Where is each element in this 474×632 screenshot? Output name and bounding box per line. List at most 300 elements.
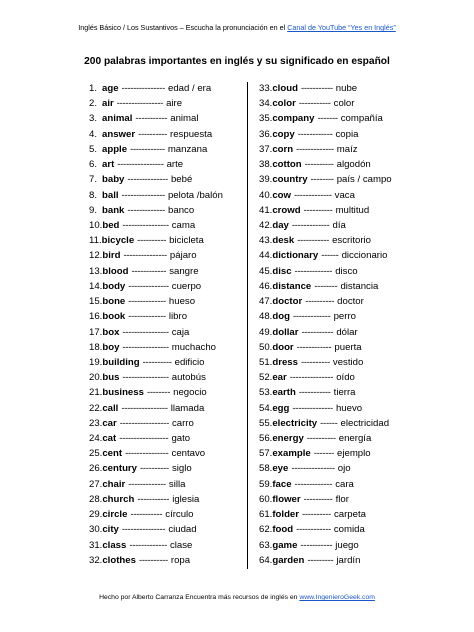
item-number: 4. [89,128,98,140]
vocab-item [89,370,223,385]
english-word: answer [102,128,136,140]
spanish-translation: juego [335,539,359,551]
english-word: ear [272,372,287,384]
item-number: 6. [89,159,98,171]
dash-leader: ------------ [296,524,331,536]
vocab-item [259,370,392,385]
item-number: 47. [259,296,273,308]
vocab-item [259,127,392,142]
item-number: 48. [259,311,273,323]
spanish-translation: electricidad [340,417,390,429]
english-word: cotton [272,159,302,171]
english-word: cat [102,433,117,445]
document-title: 200 palabras importantes en inglés y su significado en español [84,56,390,67]
english-word: color [272,98,296,110]
page-footer [0,594,474,601]
vocab-item [89,416,223,431]
page-header [0,23,474,32]
vocab-item [259,309,392,324]
english-word: art [102,159,115,171]
spanish-translation: nube [335,83,358,94]
vocab-item [89,157,223,172]
vocab-item [259,325,392,340]
spanish-translation: oído [336,372,355,384]
item-number: 27. [89,478,103,490]
vocab-item [259,172,392,187]
spanish-translation: muchacho [171,341,216,353]
item-number: 56. [259,433,273,445]
item-number: 32. [89,554,103,566]
dash-leader: -------- [310,174,334,186]
spanish-translation: ojo [337,463,351,475]
vocab-item [259,538,392,553]
item-number: 7. [89,174,98,186]
spanish-translation: flor [335,493,349,505]
english-word: dress [272,356,298,368]
spanish-translation: caja [171,326,190,338]
vocab-item [89,355,223,370]
english-word: chair [102,478,126,490]
dash-leader: ------------ [130,143,165,155]
item-number: 63. [259,539,273,551]
vocab-item [259,96,392,111]
vocab-item [259,431,392,446]
english-word: apple [102,143,128,155]
item-number: 36. [259,128,273,140]
spanish-translation: disco [335,265,358,277]
vocab-item [89,127,223,142]
dash-leader: ---------- [140,463,169,475]
spanish-translation: hueso [168,296,196,308]
dash-leader: ------- [313,448,335,460]
spanish-translation: pájaro [169,250,197,262]
dash-leader: -------- [314,280,338,292]
item-number: 17. [89,326,103,338]
dash-leader: ---------- [306,433,336,445]
dash-leader: --------------- [289,372,334,384]
spanish-translation: arte [166,159,184,171]
website-link[interactable]: www.IngenieroGeek.com [299,594,375,601]
vocab-item [89,401,223,416]
english-word: car [102,417,117,429]
spanish-translation: ropa [170,554,191,566]
dash-leader: ------ [321,250,339,262]
english-word: blood [102,265,129,277]
english-word: animal [102,113,133,125]
item-number: 20. [89,372,103,384]
vocab-item [259,492,392,507]
spanish-translation: ciudad [168,524,197,536]
vocab-item [259,446,392,461]
dash-leader: ---------------- [117,159,164,171]
english-word: corn [272,143,294,155]
vocab-item [259,248,392,263]
item-number: 12. [89,250,103,262]
spanish-translation: jardín [336,554,361,566]
item-number: 44. [259,250,273,262]
dash-leader: ------- [317,113,338,125]
vocab-item [259,188,392,203]
dash-leader: ------------ [131,265,167,277]
vocab-item [89,325,223,340]
english-word: building [102,356,140,368]
english-word: book [102,311,126,323]
english-word: bicycle [101,235,135,247]
english-word: ball [102,189,119,201]
vocab-item [89,294,223,309]
dash-leader: ------------- [128,311,166,323]
vocab-item [89,385,223,400]
dash-leader: ------------ [297,128,333,140]
dash-leader: ---------- [303,493,333,505]
english-word: air [102,98,114,110]
vocab-item [89,172,223,187]
dash-leader: --------------- [123,250,167,262]
spanish-translation: cama [171,219,196,231]
item-number: 34. [259,98,273,110]
dash-leader: -------------- [127,174,168,186]
dash-leader: ----------- [300,539,333,551]
vocab-item [259,461,392,476]
dash-leader: ----------- [298,98,331,110]
spanish-translation: vestido [332,356,364,368]
item-number: 38. [259,159,273,171]
dash-leader: ---------------- [122,372,169,384]
english-word: baby [102,174,125,186]
english-word: box [102,326,120,338]
english-word: distance [272,280,312,292]
vocab-item [89,218,223,233]
english-word: garden [272,554,305,566]
item-number: 58. [259,463,273,475]
item-number: 10. [89,219,103,231]
vocab-item [259,233,392,248]
item-number: 41. [259,204,273,216]
english-word: crowd [272,204,301,216]
spanish-translation: comida [333,524,365,536]
english-word: bus [102,372,120,384]
dash-leader: -------------- [128,280,169,292]
spanish-translation: edificio [174,356,205,368]
spanish-translation: multitud [335,204,370,216]
spanish-translation: cara [335,478,354,490]
dash-leader: ---------- [138,128,168,140]
vocab-item [259,142,392,157]
item-number: 62. [259,524,273,536]
vocab-item [259,416,392,431]
spanish-translation: centavo [171,448,206,460]
spanish-translation: ejemplo [337,448,371,460]
item-number: 16. [89,311,103,323]
spanish-translation: doctor [337,296,364,308]
vocab-item [259,294,392,309]
english-word: earth [272,387,296,399]
item-number: 35. [259,113,273,125]
spanish-translation: iglesia [172,493,200,505]
spanish-translation: país / campo [336,174,392,186]
vocab-item [89,340,223,355]
vocab-item [259,279,392,294]
english-word: boy [102,341,120,353]
item-number: 1. [89,83,98,94]
vocab-item [89,538,223,553]
english-word: class [102,539,127,551]
vocab-item [89,492,223,507]
item-number: 2. [89,98,98,110]
item-number: 26. [89,463,103,475]
dash-leader: -------------- [292,402,333,414]
dash-leader: ----------- [300,83,333,94]
item-number: 30. [89,524,103,536]
spanish-translation: algodón [336,159,371,171]
english-word: day [272,219,289,231]
spanish-translation: silla [168,478,186,490]
item-number: 51. [259,356,273,368]
dash-leader: ---------- [300,356,330,368]
english-word: circle [102,509,128,521]
vocab-item [89,446,223,461]
english-word: dog [272,311,290,323]
vocab-item [259,111,392,126]
vocab-item [89,188,223,203]
item-number: 18. [89,341,103,353]
english-word: door [272,341,294,353]
header-text: Inglés Básico / Los Sustantivos – Escucha la pronunciación en el [78,23,288,32]
vocab-item [89,96,223,111]
spanish-translation: libro [168,311,188,323]
dash-leader: ------------ [296,341,332,353]
dash-leader: ----------- [130,509,163,521]
english-word: folder [272,509,299,521]
english-word: company [272,113,315,125]
english-word: desk [272,235,295,247]
vocab-item [89,461,223,476]
dash-leader: --------------- [291,463,335,475]
item-number: 42. [259,219,273,231]
dash-leader: ----------------- [119,417,169,429]
dash-leader: ------------- [296,143,334,155]
vocab-item [259,157,392,172]
vocab-item [259,340,392,355]
english-word: copy [272,128,295,140]
vocab-item [89,522,223,537]
spanish-translation: negocio [173,387,207,399]
vocab-item [89,203,223,218]
dash-leader: ---------- [138,554,168,566]
dash-leader: ----------- [301,326,334,338]
spanish-translation: aire [166,98,183,110]
vocab-item [89,309,223,324]
english-word: game [272,539,298,551]
spanish-translation: color [333,98,355,110]
dash-leader: --------------- [125,448,169,460]
english-word: cloud [272,83,298,94]
english-word: call [102,402,119,414]
spanish-translation: banco [168,204,195,216]
dash-leader: ------------- [294,189,332,201]
dash-leader: ---------------- [116,98,164,110]
item-number: 5. [89,143,98,155]
spanish-translation: pelota /balón [167,189,223,201]
english-word: bird [102,250,121,262]
item-number: 37. [259,143,273,155]
spanish-translation: manzana [167,143,208,155]
spanish-translation: respuesta [170,128,213,140]
youtube-channel-link[interactable]: Canal de YouTube “Yes en Inglés” [287,23,396,32]
spanish-translation: vaca [334,189,355,201]
dash-leader: ---------- [137,235,167,247]
spanish-translation: carro [171,417,194,429]
vocab-item [89,142,223,157]
spanish-translation: puerta [334,341,362,353]
dash-leader: ------------- [294,478,333,490]
left-column [89,81,223,568]
vocab-item [259,522,392,537]
dash-leader: ---------------- [121,402,168,414]
english-word: example [272,448,311,460]
english-word: bed [102,219,120,231]
spanish-translation: distancia [340,280,379,292]
dash-leader: ----------- [297,235,330,247]
spanish-translation: sangre [169,265,199,277]
dash-leader: ---------------- [122,326,169,338]
dash-leader: ------------- [291,219,330,231]
dash-leader: --------------- [121,189,165,201]
item-number: 33. [259,83,273,94]
english-word: bone [102,296,126,308]
english-word: face [272,478,292,490]
english-word: disc [272,265,292,277]
dash-leader: ------------- [128,296,166,308]
item-number: 21. [89,387,103,399]
item-number: 11. [89,235,102,247]
item-number: 50. [259,341,273,353]
vocab-item [89,477,223,492]
spanish-translation: copia [335,128,359,140]
item-number: 22. [89,402,103,414]
vocab-item [259,218,392,233]
dash-leader: ---------------- [122,341,169,353]
vocab-item [89,553,223,568]
item-number: 40. [259,189,273,201]
item-number: 23. [89,417,103,429]
item-number: 39. [259,174,273,186]
english-word: bank [102,204,125,216]
spanish-translation: edad / era [167,83,212,94]
dash-leader: ------------- [128,478,166,490]
vocab-item [89,264,223,279]
spanish-translation: clase [170,539,193,551]
dash-leader: ------------- [294,265,333,277]
item-number: 3. [89,113,98,125]
dash-leader: --------------- [121,83,165,94]
english-word: eye [272,463,289,475]
item-number: 24. [89,433,103,445]
dash-leader: ------------- [129,539,167,551]
vocab-item [259,355,392,370]
english-word: egg [272,402,290,414]
spanish-translation: maíz [336,143,358,155]
item-number: 57. [259,448,273,460]
dash-leader: ---------- [303,204,333,216]
vocabulary-list [0,81,474,571]
spanish-translation: gato [171,433,191,445]
english-word: body [102,280,126,292]
spanish-translation: círculo [165,509,194,521]
vocab-item [89,279,223,294]
spanish-translation: animal [170,113,199,125]
spanish-translation: bebé [170,174,193,186]
dash-leader: --------- [307,554,334,566]
vocab-item [259,507,392,522]
english-word: century [102,463,137,475]
item-number: 14. [89,280,103,292]
english-word: dollar [272,326,299,338]
item-number: 59. [259,478,273,490]
spanish-translation: perro [333,311,356,323]
dash-leader: ---------------- [122,219,169,231]
spanish-translation: cuerpo [171,280,202,292]
english-word: cow [272,189,292,201]
english-word: dictionary [272,250,319,262]
english-word: clothes [102,554,136,566]
item-number: 25. [89,448,103,460]
english-word: energy [272,433,304,445]
dash-leader: ------ [320,417,338,429]
dash-leader: -------- [146,387,171,399]
vocab-item [259,264,392,279]
item-number: 8. [89,189,98,201]
item-number: 53. [259,387,273,399]
dash-leader: ---------- [304,159,334,171]
spanish-translation: escritorio [332,235,371,247]
vocab-item [259,553,392,568]
item-number: 54. [259,402,273,414]
item-number: 64. [259,554,273,566]
item-number: 46. [259,280,273,292]
vocab-item [259,385,392,400]
item-number: 61. [259,509,273,521]
item-number: 13. [89,265,103,277]
dash-leader: ----------- [298,387,331,399]
item-number: 49. [259,326,273,338]
spanish-translation: dólar [336,326,358,338]
spanish-translation: huevo [335,402,363,414]
dash-leader: ---------- [302,509,331,521]
dash-leader: ------------- [292,311,331,323]
dash-leader: ---------- [142,356,172,368]
english-word: flower [272,493,301,505]
spanish-translation: llamada [170,402,205,414]
spanish-translation: día [332,219,346,231]
item-number: 31. [89,539,103,551]
english-word: business [102,387,144,399]
item-number: 45. [259,265,273,277]
spanish-translation: compañía [340,113,383,125]
vocab-item [89,81,223,96]
english-word: electricity [272,417,318,429]
spanish-translation: energía [338,433,372,445]
item-number: 19. [89,356,103,368]
spanish-translation: autobús [171,372,206,384]
dash-leader: ------------- [127,204,166,216]
dash-leader: ----------------- [119,433,169,445]
vocab-item [89,431,223,446]
item-number: 15. [89,296,103,308]
english-word: country [272,174,308,186]
vocab-item [89,507,223,522]
footer-text: Hecho por Alberto Carranza Encuentra más recursos de inglés en [99,594,300,601]
